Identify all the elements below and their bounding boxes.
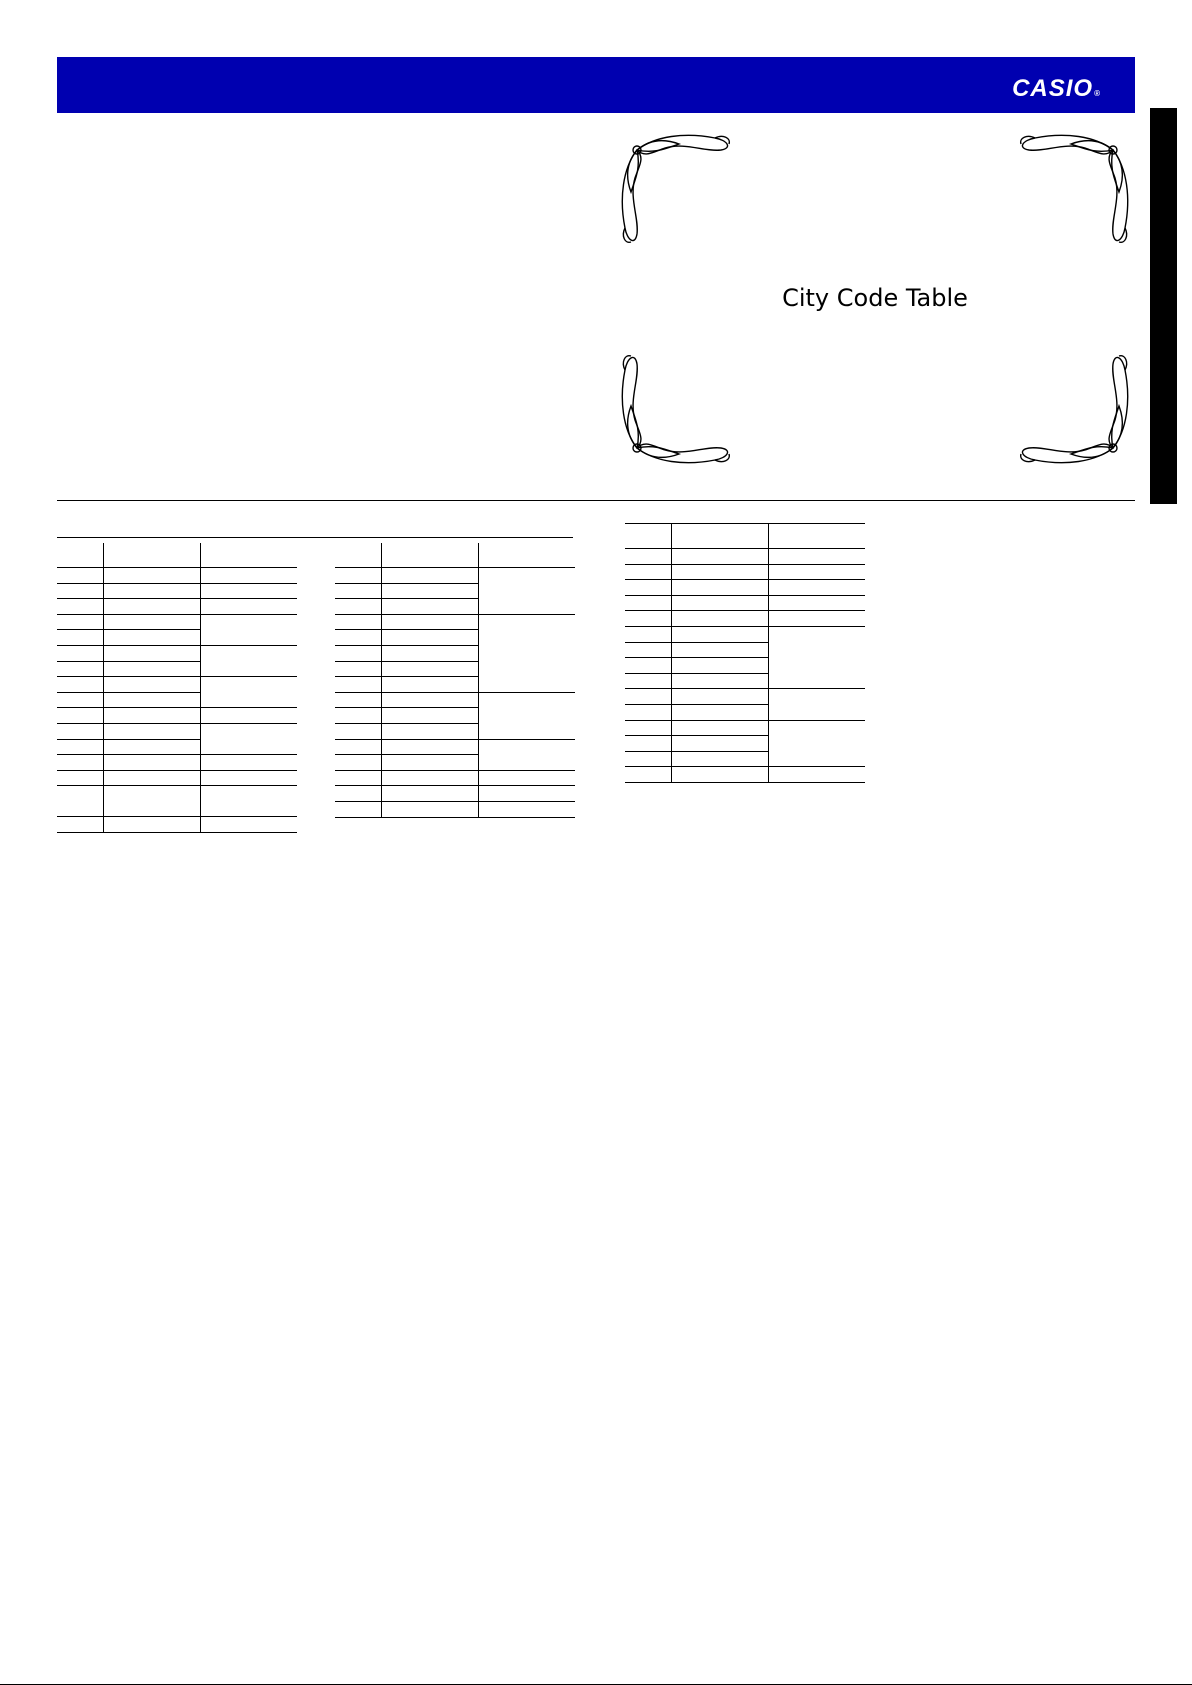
side-index-tab xyxy=(1150,108,1177,504)
table-cell xyxy=(769,595,866,611)
table-cell xyxy=(479,786,576,802)
table-cell xyxy=(625,564,672,580)
flourish-corner-icon xyxy=(615,346,735,470)
table-cell xyxy=(625,751,672,767)
table-cell xyxy=(104,708,201,724)
table-row xyxy=(625,549,865,565)
table-row xyxy=(625,720,865,736)
table-cell xyxy=(382,801,479,817)
table-cell xyxy=(672,658,769,674)
table-cell xyxy=(625,626,672,642)
table-cell xyxy=(625,580,672,596)
table-row xyxy=(57,583,297,599)
table-cell xyxy=(57,614,104,630)
header-band xyxy=(57,57,1135,113)
flourish-corner-icon xyxy=(1015,346,1135,470)
table-cell xyxy=(769,720,866,767)
table-row xyxy=(57,677,297,693)
table-cell xyxy=(57,692,104,708)
table-cell xyxy=(382,708,479,724)
table-cell xyxy=(104,755,201,771)
table-cell xyxy=(382,692,479,708)
table-row xyxy=(57,723,297,739)
table-cell xyxy=(335,770,382,786)
header-cell xyxy=(382,543,479,568)
table-cell xyxy=(479,770,576,786)
table-cell xyxy=(201,583,298,599)
table-cell xyxy=(57,755,104,771)
table-cell xyxy=(769,549,866,565)
table-cell xyxy=(382,568,479,584)
city-code-table-b xyxy=(335,543,575,818)
table-cell xyxy=(104,645,201,661)
table-row xyxy=(57,786,297,817)
table-cell xyxy=(672,642,769,658)
table-header-row xyxy=(625,524,865,549)
city-code-table-c xyxy=(625,524,865,783)
table-cell xyxy=(672,689,769,705)
table-row xyxy=(57,568,297,584)
table-cell xyxy=(479,568,576,615)
table-cell xyxy=(335,692,382,708)
table-cell xyxy=(104,817,201,833)
table-row xyxy=(625,767,865,783)
table-row xyxy=(57,645,297,661)
table-cell xyxy=(672,580,769,596)
table-cell xyxy=(57,645,104,661)
header-cell xyxy=(201,543,298,568)
table-cell xyxy=(104,677,201,693)
table-cell xyxy=(104,692,201,708)
table-row xyxy=(57,755,297,771)
table-cell xyxy=(201,645,298,676)
table-cell xyxy=(672,751,769,767)
table-row xyxy=(335,739,575,755)
table-cell xyxy=(201,770,298,786)
table-cell xyxy=(672,595,769,611)
table-cell xyxy=(382,723,479,739)
table-row xyxy=(625,595,865,611)
city-code-table-a xyxy=(57,543,297,833)
table-cell xyxy=(382,786,479,802)
table-cell xyxy=(335,677,382,693)
table-cell xyxy=(104,614,201,630)
table-cell xyxy=(672,767,769,783)
table-row xyxy=(335,786,575,802)
table-cell xyxy=(335,599,382,615)
table-cell xyxy=(769,767,866,783)
table-cell xyxy=(625,767,672,783)
table-cell xyxy=(382,739,479,755)
table-cell xyxy=(57,739,104,755)
table-cell xyxy=(382,661,479,677)
table-cell xyxy=(625,689,672,705)
table-row xyxy=(335,801,575,817)
table-cell xyxy=(672,549,769,565)
table-cell xyxy=(104,630,201,646)
table-cell xyxy=(104,723,201,739)
table-cell xyxy=(625,736,672,752)
table-cell xyxy=(201,723,298,754)
logo-text: CASIO xyxy=(1012,75,1094,102)
table-header-row xyxy=(335,543,575,568)
table-cell xyxy=(335,739,382,755)
table-cell xyxy=(769,689,866,720)
table-cell xyxy=(382,630,479,646)
table-cell xyxy=(104,770,201,786)
table-cell xyxy=(382,614,479,630)
table-cell xyxy=(479,739,576,770)
table-cell xyxy=(672,611,769,627)
table-cell xyxy=(201,755,298,771)
table-cell xyxy=(769,580,866,596)
table-cell xyxy=(625,673,672,689)
table-cell xyxy=(104,568,201,584)
table-row xyxy=(335,692,575,708)
table-cell xyxy=(104,583,201,599)
table-cell xyxy=(57,630,104,646)
table-cell xyxy=(201,677,298,708)
table-row xyxy=(57,770,297,786)
table-cell xyxy=(57,661,104,677)
table-cell xyxy=(201,708,298,724)
table-cell xyxy=(382,645,479,661)
flourish-corner-icon xyxy=(615,128,735,252)
table-cell xyxy=(57,817,104,833)
table-cell xyxy=(104,739,201,755)
table-cell xyxy=(335,630,382,646)
table-cell xyxy=(201,599,298,615)
table-row xyxy=(625,626,865,642)
table-cell xyxy=(335,614,382,630)
table-cell xyxy=(479,614,576,692)
table-cell xyxy=(335,661,382,677)
registered-mark: ® xyxy=(1094,89,1101,98)
table-cell xyxy=(335,786,382,802)
table-cell xyxy=(57,770,104,786)
table-cell xyxy=(335,708,382,724)
table-cell xyxy=(382,755,479,771)
table-cell xyxy=(104,786,201,817)
table-cell xyxy=(57,786,104,817)
header-cell xyxy=(335,543,382,568)
table-cell xyxy=(201,786,298,817)
table-cell xyxy=(672,736,769,752)
table-cell xyxy=(57,723,104,739)
table-cell xyxy=(57,583,104,599)
table-cell xyxy=(672,704,769,720)
table-group-rule xyxy=(57,537,573,538)
table-row xyxy=(625,689,865,705)
table-row xyxy=(625,611,865,627)
table-cell xyxy=(201,614,298,645)
table-cell xyxy=(625,642,672,658)
table-cell xyxy=(201,817,298,833)
flourish-corner-icon xyxy=(1015,128,1135,252)
table-cell xyxy=(57,568,104,584)
table-cell xyxy=(672,720,769,736)
table-cell xyxy=(769,626,866,688)
table-row xyxy=(625,564,865,580)
table-cell xyxy=(335,583,382,599)
table-cell xyxy=(335,723,382,739)
table-cell xyxy=(672,673,769,689)
table-cell xyxy=(625,720,672,736)
table-cell xyxy=(625,595,672,611)
table-row xyxy=(625,580,865,596)
header-cell xyxy=(769,524,866,549)
table-cell xyxy=(625,611,672,627)
table-row xyxy=(57,817,297,833)
section-divider xyxy=(57,500,1135,501)
table-cell xyxy=(104,599,201,615)
table-cell xyxy=(382,677,479,693)
table-cell xyxy=(672,564,769,580)
table-cell xyxy=(382,599,479,615)
table-cell xyxy=(672,626,769,642)
header-cell xyxy=(104,543,201,568)
page-title: City Code Table xyxy=(782,284,968,312)
table-row xyxy=(57,599,297,615)
table-header-row xyxy=(57,543,297,568)
table-row xyxy=(335,614,575,630)
table-cell xyxy=(335,568,382,584)
title-frame xyxy=(615,128,1135,470)
table-cell xyxy=(625,704,672,720)
table-cell xyxy=(479,692,576,739)
table-cell xyxy=(57,599,104,615)
table-row xyxy=(57,614,297,630)
table-row xyxy=(335,568,575,584)
table-cell xyxy=(769,611,866,627)
header-cell xyxy=(479,543,576,568)
header-cell xyxy=(625,524,672,549)
table-row xyxy=(335,770,575,786)
table-cell xyxy=(57,708,104,724)
table-cell xyxy=(382,583,479,599)
table-cell xyxy=(335,801,382,817)
table-cell xyxy=(382,770,479,786)
table-cell xyxy=(104,661,201,677)
table-cell xyxy=(479,801,576,817)
table-cell xyxy=(625,549,672,565)
table-cell xyxy=(769,564,866,580)
casio-logo xyxy=(1012,77,1101,101)
table-cell xyxy=(201,568,298,584)
table-cell xyxy=(335,755,382,771)
table-cell xyxy=(625,658,672,674)
table-row xyxy=(57,708,297,724)
table-cell xyxy=(335,645,382,661)
header-cell xyxy=(57,543,104,568)
table-cell xyxy=(57,677,104,693)
header-cell xyxy=(672,524,769,549)
